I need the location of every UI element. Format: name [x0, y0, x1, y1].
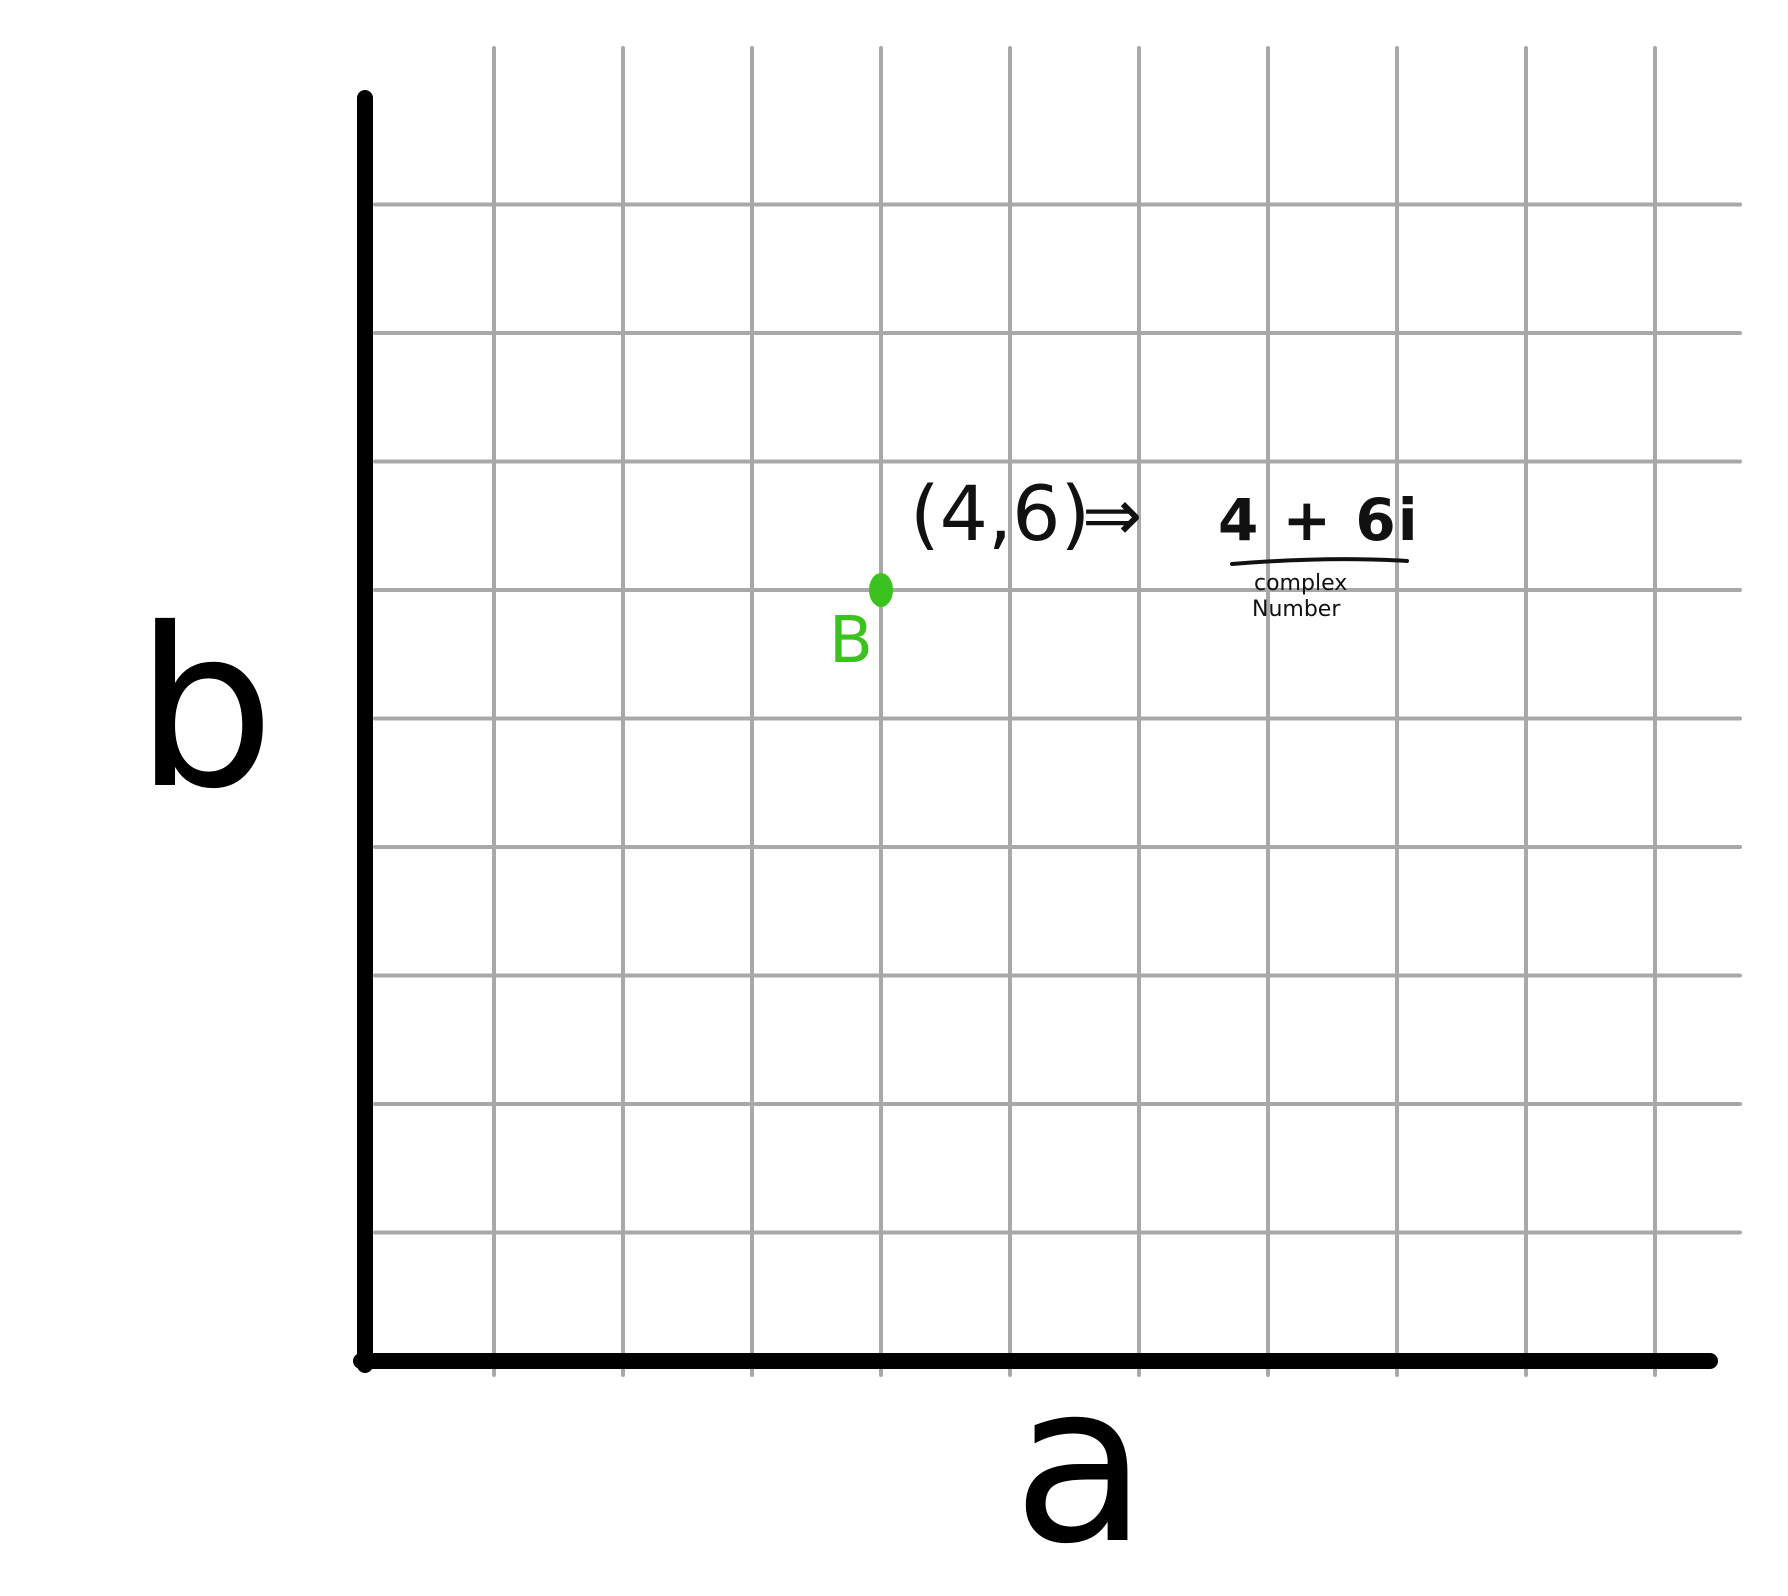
y-axis-label: b	[135, 581, 275, 837]
coordinate-pair-label: (4,6)	[910, 469, 1091, 558]
complex-number-underline	[1232, 559, 1407, 564]
point-b-marker	[869, 573, 893, 607]
caption-number: Number	[1252, 597, 1341, 622]
point-b-label: B	[829, 604, 873, 678]
implies-arrow-symbol: ⇒	[1082, 473, 1143, 557]
x-axis-label: a	[1012, 1336, 1148, 1592]
complex-number-expression: 4 + 6i	[1218, 486, 1420, 554]
grid	[375, 48, 1740, 1375]
caption-complex: complex	[1254, 571, 1348, 596]
